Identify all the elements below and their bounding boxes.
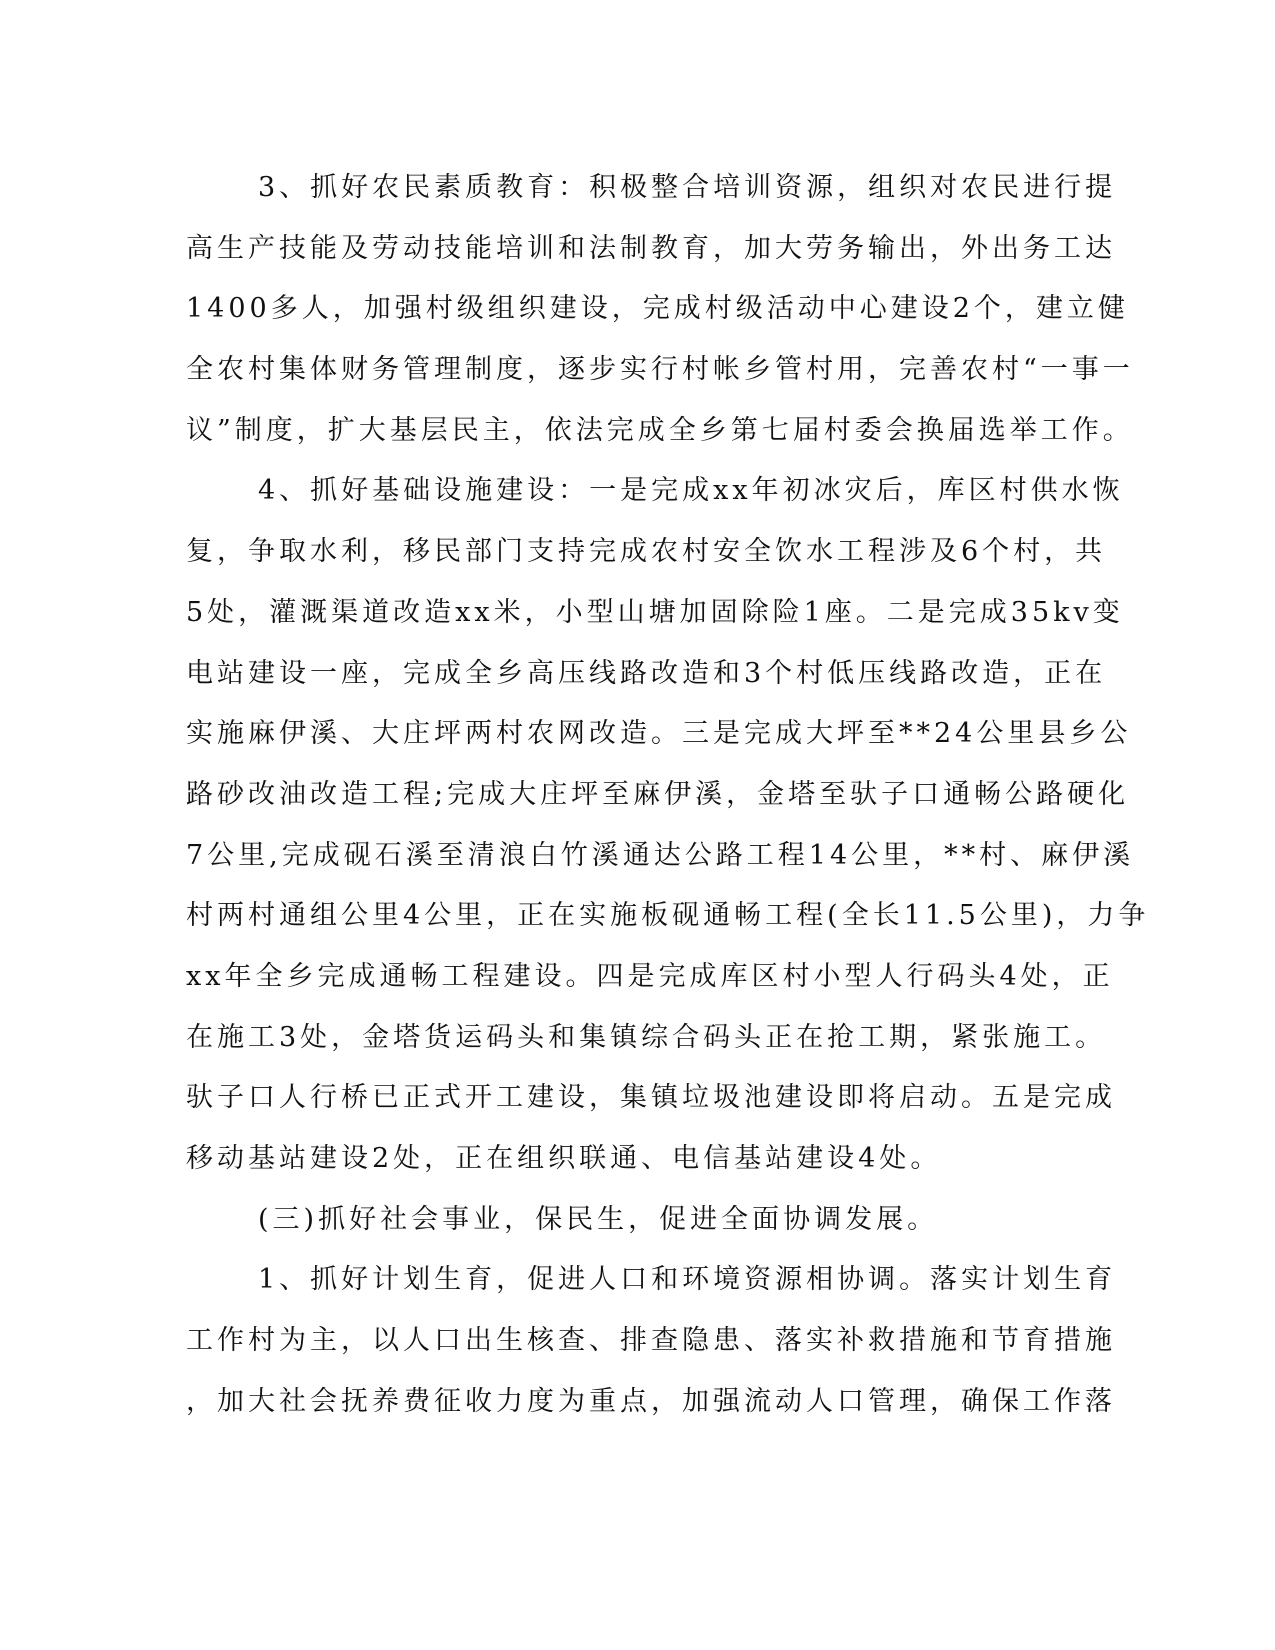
paragraph-4-line-10: 在施工3处，金塔货运码头和集镇综合码头正在抢工期，紧张施工。 xyxy=(186,1021,1107,1053)
paragraph-4-line-8: 村两村通组公里4公里，正在实施板砚通畅工程(全长11.5公里)，力争 xyxy=(186,900,1150,932)
section-heading-three: (三)抓好社会事业，保民生，促进全面协调发展。 xyxy=(258,1203,939,1235)
paragraph-4-line-9: xx年全乡完成通畅工程建设。四是完成库区村小型人行码头4处，正 xyxy=(186,960,1114,992)
paragraph-3-line-5: 议”制度，扩大基层民主，依法完成全乡第七届村委会换届选举工作。 xyxy=(186,414,1134,446)
paragraph-4-line-7: 7公里,完成砚石溪至清浪白竹溪通达公路工程14公里，**村、麻伊溪 xyxy=(186,839,1135,871)
paragraph-4-line-4: 电站建设一座，完成全乡高压线路改造和3个村低压线路改造，正在 xyxy=(186,657,1107,689)
document-body xyxy=(186,158,1150,1432)
paragraph-4-line-12: 移动基站建设2处，正在组织联通、电信基站建设4处。 xyxy=(186,1143,942,1174)
paragraph-3-line-3: 1400多人，加强村级组织建设，完成村级活动中心建设2个，建立健 xyxy=(186,293,1129,325)
paragraph-3-line-1: 3、抓好农民素质教育：积极整合培训资源，组织对农民进行提 xyxy=(258,172,1117,203)
paragraph-4-line-2: 复，争取水利，移民部门支持完成农村安全饮水工程涉及6个村，共 xyxy=(186,536,1107,568)
paragraph-4-line-6: 路砂改油改造工程;完成大庄坪至麻伊溪，金塔至驮子口通畅公路硬化 xyxy=(186,778,1130,810)
paragraph-3-line-2: 高生产技能及劳动技能培训和法制教育，加大劳务输出，外出务工达 xyxy=(186,232,1116,264)
paragraph-1-line-2: 工作村为主，以人口出生核查、排查隐患、落实补救措施和节育措施 xyxy=(186,1325,1116,1357)
paragraph-1-line-3: ，加大社会抚养费征收力度为重点，加强流动人口管理，确保工作落 xyxy=(186,1385,1116,1417)
paragraph-4-line-3: 5处，灌溉渠道改造xx米，小型山塘加固除险1座。二是完成35kv变 xyxy=(186,596,1124,628)
paragraph-4-line-5: 实施麻伊溪、大庄坪两村农网改造。三是完成大坪至**24公里县乡公 xyxy=(186,718,1132,750)
paragraph-1-line-1: 1、抓好计划生育，促进人口和环境资源相协调。落实计划生育 xyxy=(258,1264,1117,1296)
paragraph-4-line-1: 4、抓好基础设施建设：一是完成xx年初冰灾后，库区村供水恢 xyxy=(258,475,1124,507)
paragraph-4-line-11: 驮子口人行桥已正式开工建设，集镇垃圾池建设即将启动。五是完成 xyxy=(186,1082,1116,1114)
paragraph-3-line-4: 全农村集体财务管理制度，逐步实行村帐乡管村用，完善农村“一事一 xyxy=(186,354,1134,386)
